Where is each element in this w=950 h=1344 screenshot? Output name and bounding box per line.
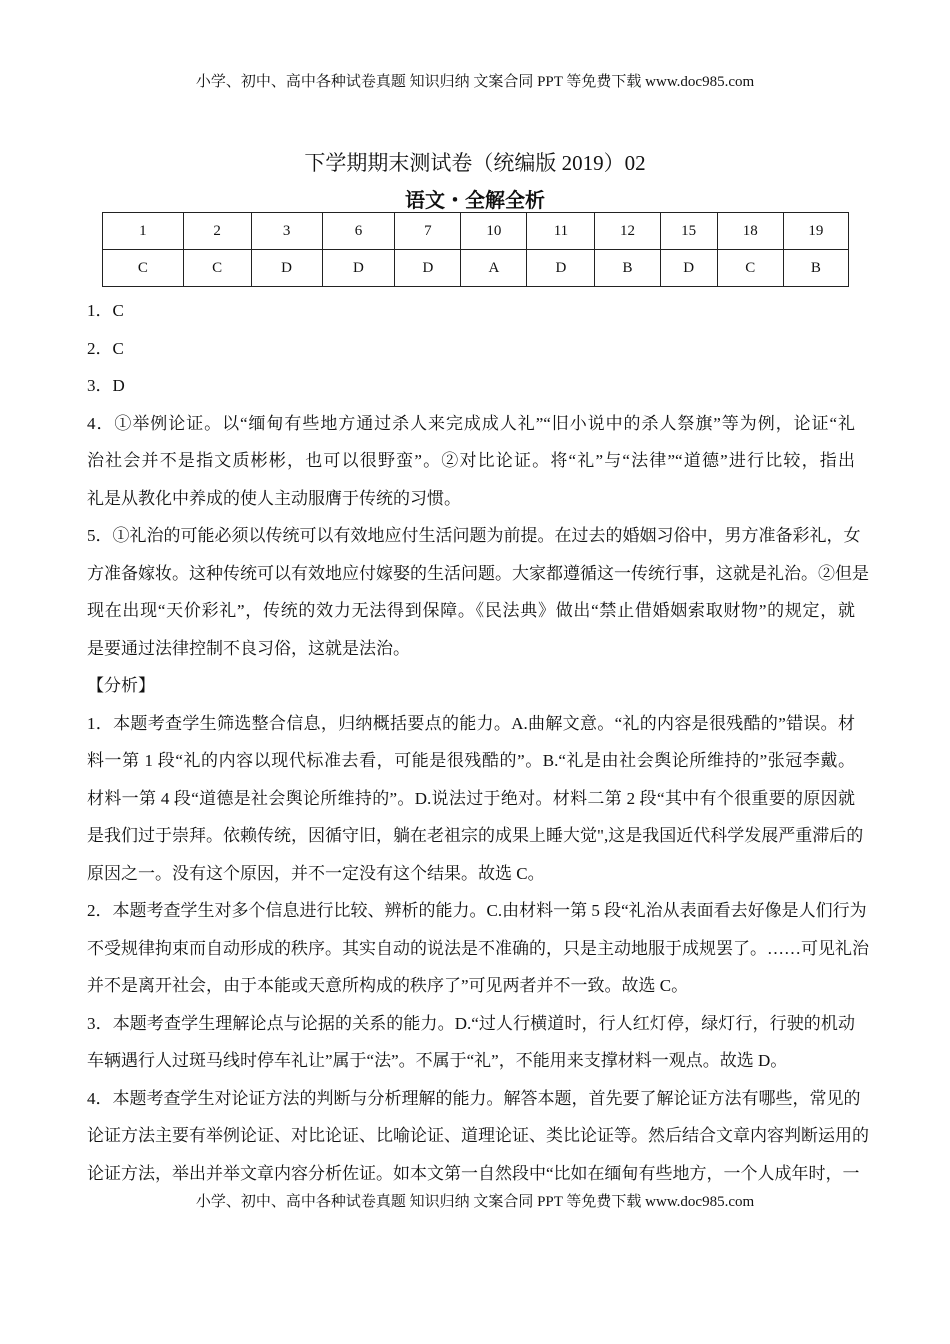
answer-cell: D [527,250,595,287]
answer-cell: A [461,250,527,287]
text-line: 料一第 1 段“礼的内容以现代标准去看，可能是很残酷的”。B.“礼是由社会舆论所维持的”张冠李戴。 [87,751,855,770]
question-number-cell: 19 [783,213,848,250]
page-header: 小学、初中、高中各种试卷真题 知识归纳 文案合同 PPT 等免费下载 www.doc985.com [195,74,755,90]
question-number-cell: 1 [103,213,184,250]
answer-cell: B [595,250,660,287]
text-line: 4．本题考查学生对论证方法的判断与分析理解的能力。解答本题，首先要了解论证方法有哪些，常见的 [87,1088,861,1108]
text-line: 车辆遇行人过斑马线时停车礼让”属于“法”。不属于“礼”，不能用来支撑材料一观点。故选 D。 [87,1051,788,1070]
text-line: 治社会并不是指文质彬彬，也可以很野蛮”。②对比论证。将“礼”与“法律”“道德”进行比较，指出 [87,451,855,470]
answer-cell: B [783,250,848,287]
text-line: 4．①举例论证。以“缅甸有些地方通过杀人来完成成人礼”“旧小说中的杀人祭旗”等为例，论证“礼 [87,413,855,433]
answer-cell: C [103,250,184,287]
text-line: 1．本题考查学生筛选整合信息，归纳概括要点的能力。A.曲解文意。“礼的内容是很残酷的”错误。材 [87,713,855,733]
text-line: 论证方法主要有举例论证、对比论证、比喻论证、道理论证、类比论证等。然后结合文章内容判断运用的 [87,1126,869,1145]
question-number-cell: 3 [251,213,322,250]
answer-row [103,250,849,287]
question-number-cell: 11 [527,213,595,250]
text-line: 不受规律拘束而自动形成的秩序。其实自动的说法是不准确的，只是主动地服于成规罢了。……可见礼治 [87,938,869,958]
answer-cell: D [322,250,395,287]
text-line: 3．本题考查学生理解论点与论据的关系的能力。D.“过人行横道时，行人红灯停，绿灯行，行驶的机动 [87,1013,855,1033]
text-line: 1．C [87,301,124,320]
answer-cell: C [717,250,783,287]
text-line: 是要通过法律控制不良习俗，这就是法治。 [87,638,410,658]
text-line: 【分析】 [87,676,155,695]
text-line: 礼是从教化中养成的使人主动服膺于传统的习惯。 [87,488,461,508]
answer-cell: D [251,250,322,287]
text-line: 方准备嫁妆。这种传统可以有效地应付嫁娶的生活问题。大家都遵循这一传统行事，这就是礼治。②但是 [87,563,869,583]
document-title: 下学期期末测试卷（统编版 2019）02 [304,151,646,175]
question-number-cell: 2 [183,213,251,250]
text-line: 并不是离开社会，由于本能或天意所构成的秩序了”可见两者并不一致。故选 C。 [87,976,689,995]
text-line: 5．①礼治的可能必须以传统可以有效地应付生活问题为前提。在过去的婚姻习俗中，男方准备彩礼，女 [87,526,861,545]
text-line: 现在出现“天价彩礼”，传统的效力无法得到保障。《民法典》做出“禁止借婚姻索取财物”的规定，就 [87,601,855,620]
answer-cell: D [660,250,717,287]
question-number-cell: 6 [322,213,395,250]
answer-table [102,212,849,287]
text-line: 论证方法，举出并举文章内容分析佐证。如本文第一自然段中“比如在缅甸有些地方，一个人成年时，一 [87,1163,860,1183]
question-number-cell: 15 [660,213,717,250]
text-line: 原因之一。没有这个原因，并不一定没有这个结果。故选 C。 [87,863,545,883]
text-line: 是我们过于崇拜。依赖传统，因循守旧，躺在老祖宗的成果上睡大觉",这是我国近代科学发展严重滞后的 [87,826,864,845]
analysis-body [87,292,869,1192]
text-line: 2．C [87,338,124,358]
answer-cell: C [183,250,251,287]
text-line: 2．本题考查学生对多个信息进行比较、辨析的能力。C.由材料一第 5 段“礼治从表面看去好像是人们行为 [87,901,867,920]
page-footer: 小学、初中、高中各种试卷真题 知识归纳 文案合同 PPT 等免费下载 www.doc985.com [195,1194,755,1210]
text-line: 材料一第 4 段“道德是社会舆论所维持的”。D.说法过于绝对。材料二第 2 段“其中有个很重要的原因就 [87,788,855,808]
question-number-cell: 10 [461,213,527,250]
question-number-cell: 7 [395,213,461,250]
text-line: 3．D [87,376,125,395]
question-number-cell: 12 [595,213,660,250]
question-number-cell: 18 [717,213,783,250]
question-number-row [103,213,849,250]
answer-cell: D [395,250,461,287]
document-subtitle: 语文・全解全析 [405,190,545,212]
